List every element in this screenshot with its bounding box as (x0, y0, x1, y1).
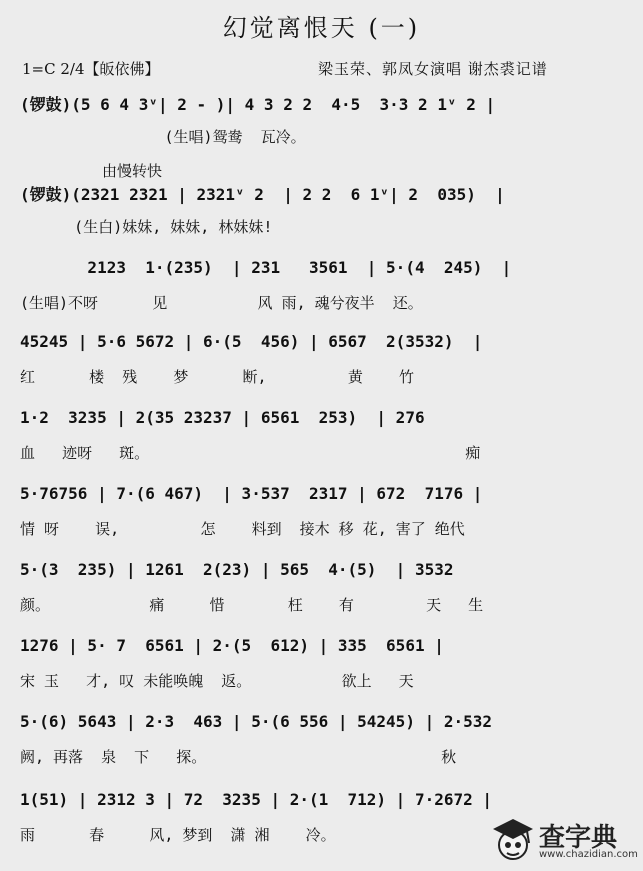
lyric-line: 宋 玉 才, 叹 未能唤魄 返。 欲上 天 (20, 672, 414, 690)
key-signature: 1=C 2/4【皈依佛】 (22, 60, 160, 78)
notation-line: 5·76756 | 7·(6 467) | 3·537 2317 | 672 7176 | (20, 484, 483, 503)
lyric-line: 雨 春 风, 梦到 潇 湘 冷。 (20, 826, 336, 844)
lyric-line: 颜。 痛 惜 枉 有 天 生 (20, 596, 484, 614)
notation-line: 5·(3 235) | 1261 2(23) | 565 4·(5) | 3532 (20, 560, 454, 579)
watermark-title: 查字典 (539, 823, 618, 853)
watermark (485, 813, 638, 865)
score-row (0, 560, 643, 630)
score-row (0, 636, 643, 706)
notation-line: 2123 1·(235) | 231 3561 | 5·(4 245) | (20, 258, 512, 277)
lyric-line: 情 呀 误, 怎 料到 接木 移 花, 害了 绝代 (20, 520, 465, 538)
score-row (0, 258, 643, 328)
notation-line: (锣鼓)(2321 2321 | 2321ᵛ 2 | 2 2 6 1ᵛ| 2 035) | (20, 185, 505, 204)
credits: 梁玉荣、郭凤女演唱 谢杰裘记谱 (318, 60, 548, 78)
lyric-line: 阙, 再落 泉 下 探。 秋 (20, 748, 457, 766)
lyric-line: (生唱)不呀 见 风 雨, 魂兮夜半 还。 (20, 294, 423, 312)
score-row (0, 712, 643, 782)
notation-line: (锣鼓)(5 6 4 3ᵛ| 2 - )| 4 3 2 2 4·5 3·3 2 1ᵛ 2 | (20, 95, 496, 114)
lyric-line: (生唱)鸳鸯 瓦冷。 (20, 128, 306, 146)
score-row (0, 408, 643, 478)
page-title: 幻觉离恨天 (一) (222, 14, 421, 42)
notation-line: 45245 | 5·6 5672 | 6·(5 456) | 6567 2(3532) | (20, 332, 483, 351)
watermark-url: www.chazidian.com (539, 849, 638, 860)
score-row (0, 182, 643, 252)
graduate-cap-logo-icon (491, 815, 535, 861)
notation-line: 1276 | 5· 7 6561 | 2·(5 612) | 335 6561 | (20, 636, 444, 655)
notation-line: 1(51) | 2312 3 | 72 3235 | 2·(1 712) | 7·2672 | (20, 790, 493, 809)
lyric-line: 血 迹呀 斑。 痴 (20, 444, 481, 462)
score-row (0, 484, 643, 554)
tempo-mark: 由慢转快 (102, 162, 163, 180)
score-row (0, 92, 643, 162)
notation-line: 1·2 3235 | 2(35 23237 | 6561 253) | 276 (20, 408, 425, 427)
lyric-line: 红 楼 残 梦 断, 黄 竹 (20, 368, 414, 386)
notation-line: 5·(6) 5643 | 2·3 463 | 5·(6 556 | 54245) | 2·532 (20, 712, 493, 731)
lyric-line: (生白)妹妹, 妹妹, 林妹妹! (20, 218, 273, 236)
score-row (0, 332, 643, 402)
